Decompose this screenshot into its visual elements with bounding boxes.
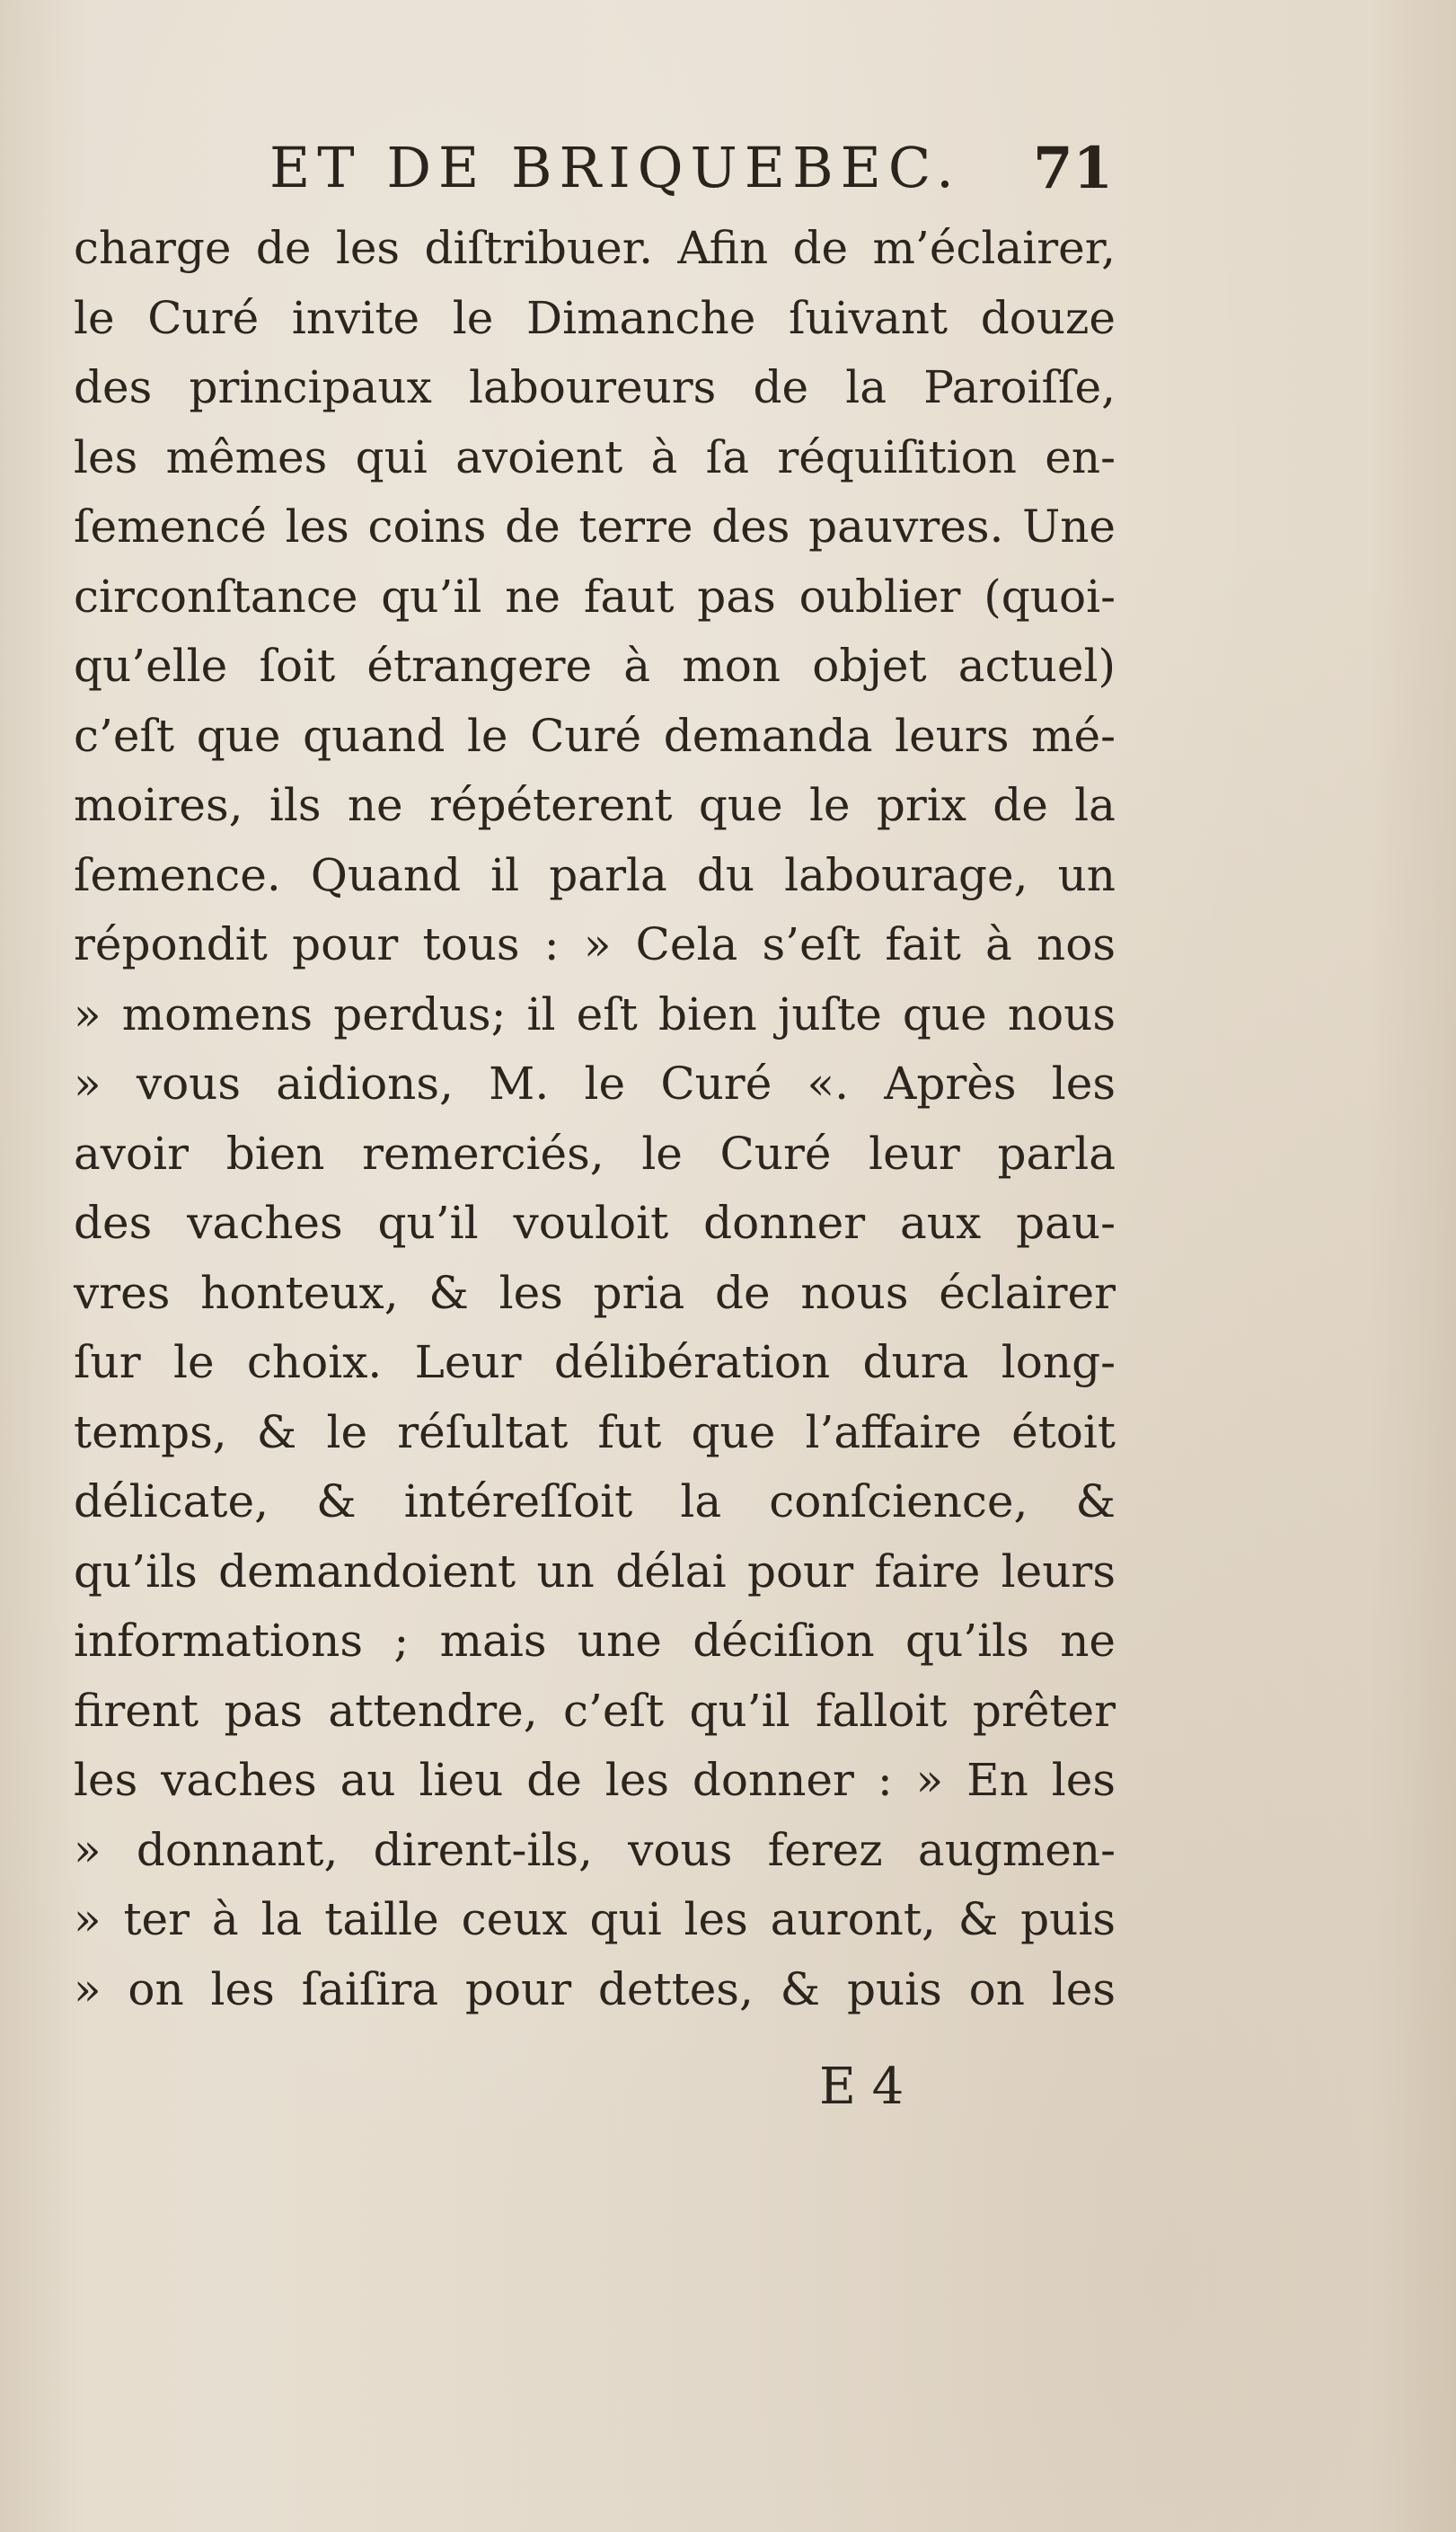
text-line: » donnant, dirent-ils, vous ferez augmen-	[74, 1823, 1116, 1876]
text-line: » momens perdus; il eſt bien juſte que nous	[74, 987, 1116, 1040]
page-header	[0, 135, 1456, 207]
text-line: charge de les diſtribuer. Afin de m’éclairer,	[74, 222, 1116, 274]
text-line: qu’elle ſoit étrangere à mon objet actuel)	[74, 640, 1116, 692]
text-line: délicate, & intéreſſoit la conſcience, &	[74, 1475, 1116, 1527]
text-line: » vous aidions, M. le Curé «. Après les	[74, 1058, 1116, 1110]
body-text	[74, 214, 1116, 2024]
running-head: ET DE BRIQUEBEC.	[269, 135, 961, 200]
text-line: des principaux laboureurs de la Paroiſſe,	[74, 361, 1116, 413]
text-line: » on les ſaiſira pour dettes, & puis on les	[74, 1962, 1116, 2015]
text-line: c’eſt que quand le Curé demanda leurs mé-	[74, 709, 1116, 762]
text-line: firent pas attendre, c’eſt qu’il falloit prêter	[74, 1684, 1116, 1737]
text-line: circonſtance qu’il ne faut pas oublier (quoi-	[74, 570, 1116, 623]
page-number: 71	[1033, 135, 1114, 202]
text-line: » ter à la taille ceux qui les auront, & puis	[74, 1893, 1116, 1945]
text-line: ſur le choix. Leur délibération dura long-	[74, 1336, 1116, 1388]
text-line: qu’ils demandoient un délai pour faire leurs	[74, 1545, 1116, 1598]
text-line: avoir bien remerciés, le Curé leur parla	[74, 1127, 1116, 1180]
text-line: ſemencé les coins de terre des pauvres. Une	[74, 500, 1116, 553]
text-line: moires, ils ne répéterent que le prix de la	[74, 779, 1116, 831]
signature-mark: E 4	[819, 2058, 904, 2116]
text-line: temps, & le réſultat fut que l’affaire étoit	[74, 1405, 1116, 1458]
text-line: les mêmes qui avoient à ſa réquiſition en-	[74, 430, 1116, 483]
text-line: les vaches au lieu de les donner : » En les	[74, 1754, 1116, 1806]
text-line: ſemence. Quand il parla du labourage, un	[74, 848, 1116, 901]
text-line: des vaches qu’il vouloit donner aux pau-	[74, 1197, 1116, 1249]
text-line: vres honteux, & les pria de nous éclairer	[74, 1266, 1116, 1319]
text-line: informations ; mais une déciſion qu’ils ne	[74, 1615, 1116, 1667]
text-line: répondit pour tous : » Cela s’eſt fait à nos	[74, 918, 1116, 970]
text-line: le Curé invite le Dimanche ſuivant douze	[74, 291, 1116, 344]
